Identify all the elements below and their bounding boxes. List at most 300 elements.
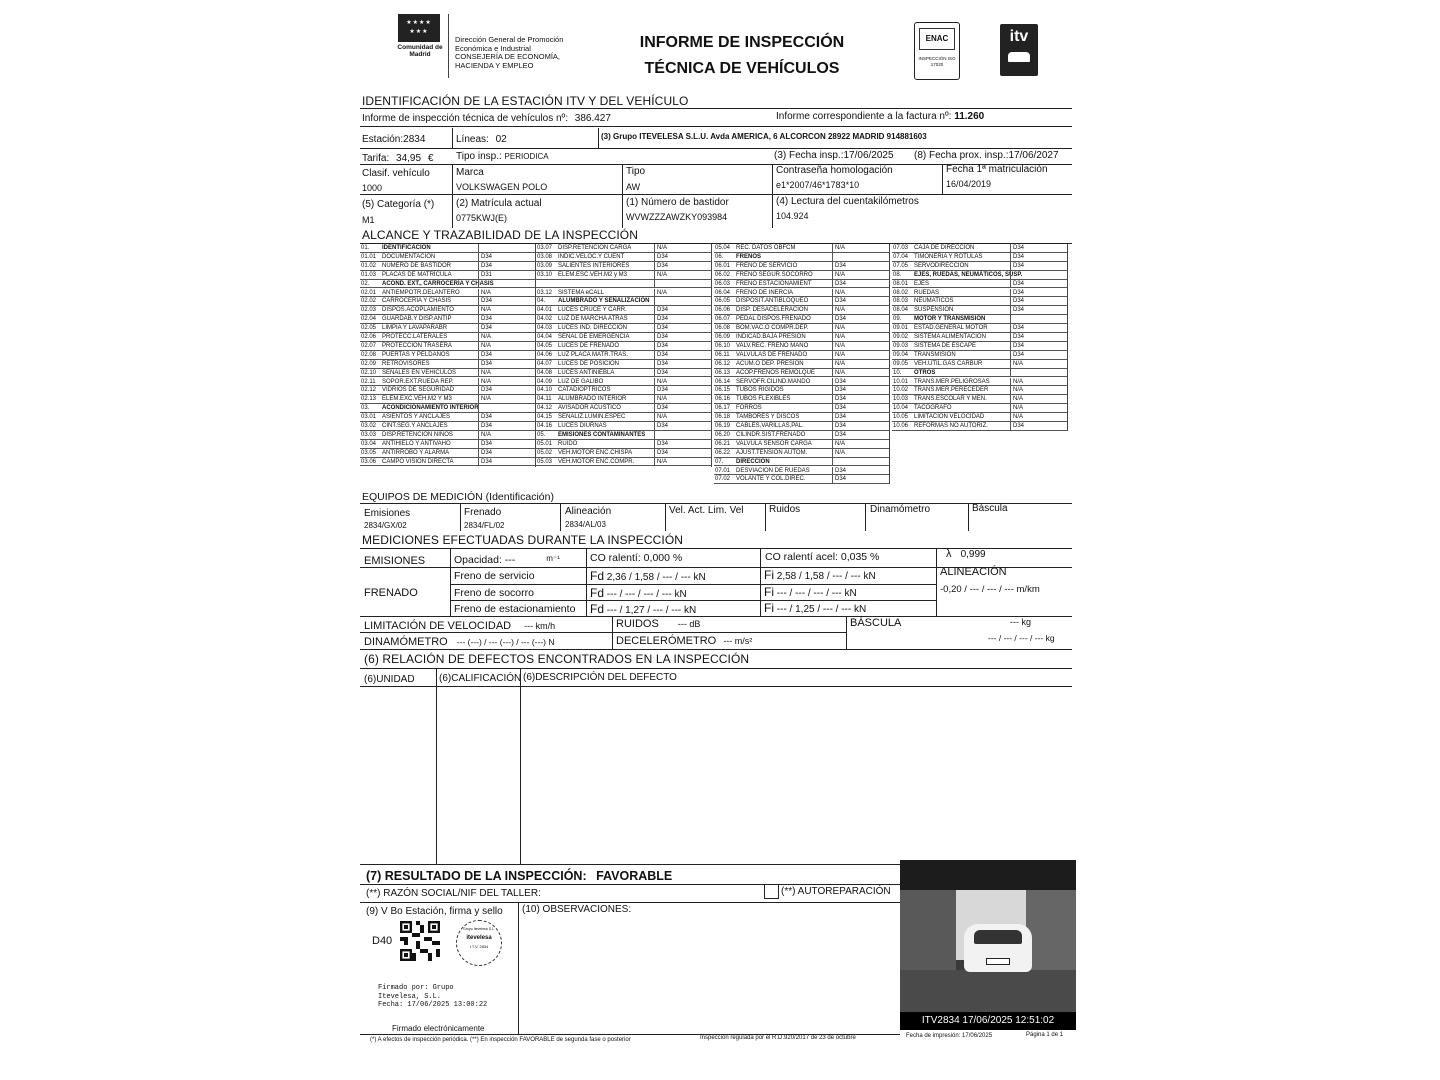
dept-line-4: HACIENDA Y EMPLEO	[455, 60, 534, 70]
scope-row	[360, 351, 536, 360]
scope-row	[536, 306, 712, 315]
scope-item: ACOND. EXT., CARROCERÍA Y CHASIS	[382, 280, 494, 287]
scope-row	[892, 297, 1068, 306]
scope-item: LUCES IND. DIRECCION	[558, 325, 628, 332]
scope-row	[360, 440, 536, 449]
scope-status: D34	[478, 458, 492, 467]
scope-code: 01.	[361, 245, 370, 251]
scope-item: DISPOSIT.ANTIBLOQUEO	[736, 298, 809, 305]
scope-status: D34	[654, 351, 668, 360]
scope-item: LIMPIA Y LAVAPARABR	[382, 325, 448, 332]
scope-code: 10.03	[893, 396, 909, 403]
brand-label: Marca	[456, 167, 484, 178]
scope-code: 01.01	[361, 253, 377, 260]
operator-address: (3) Grupo ITEVELESA S.L.U. Avda AMERICA, 6 ALCORCON 28922 MADRID 914881603	[601, 132, 927, 141]
opacity-unit: m⁻¹	[546, 554, 560, 563]
scope-row	[536, 395, 712, 404]
meas-rule-6	[360, 632, 846, 633]
lambda-symbol: λ	[946, 548, 952, 560]
scope-code: 02.13	[361, 396, 377, 403]
scope-status: N/A	[654, 395, 667, 404]
scope-code: 02.03	[361, 307, 377, 314]
invoice-value: 11.260	[954, 111, 985, 122]
scope-item: ACONDICIONAMIENTO INTERIOR	[382, 405, 479, 412]
scope-code: 06.20	[715, 431, 731, 438]
scope-row	[360, 262, 536, 271]
speed-limit-value: --- km/h	[524, 621, 556, 631]
scope-row	[536, 386, 712, 395]
scope-status: D34	[1010, 324, 1024, 333]
scope-row	[892, 395, 1068, 404]
scope-status: N/A	[654, 271, 667, 280]
scope-row	[714, 404, 890, 413]
digital-signature	[378, 984, 487, 1010]
homologation-value: e1*2007/46*1783*10	[776, 180, 860, 190]
scope-item: VEH.MOTOR ENC.COMPR.	[558, 458, 635, 465]
scope-code: 06.21	[715, 440, 731, 447]
scope-item: VALVULA SENSOR CARGA	[736, 440, 812, 447]
scope-code: 02.08	[361, 351, 377, 358]
scope-code: 07.03	[893, 245, 909, 251]
meas-rule-3	[450, 584, 936, 585]
scope-status: D34	[832, 413, 846, 422]
scope-code: 02.09	[361, 360, 377, 367]
scope-item: RETROVISORES	[382, 360, 430, 367]
region-name: Comunidad de Madrid	[397, 44, 443, 58]
scope-row	[360, 395, 536, 404]
scope-code: 06.05	[715, 298, 731, 305]
scope-item: ELEM.ESC.VEH.M2 y M3	[558, 271, 628, 278]
scope-row	[536, 422, 712, 431]
scope-status	[478, 244, 481, 253]
defects-v2	[520, 669, 521, 865]
scope-item: PROTECC.LATERALES	[382, 334, 448, 340]
scope-item: CAMPO VISION DIRECTA	[382, 458, 454, 465]
scope-status: N/A	[832, 369, 845, 378]
scope-status: D34	[654, 324, 668, 333]
scope-code: 04.09	[537, 378, 553, 385]
meas-v2	[586, 549, 587, 567]
scope-status	[832, 458, 835, 467]
scope-row	[714, 315, 890, 324]
station-label: Estación:	[362, 134, 404, 145]
scope-status: D34	[654, 404, 668, 413]
scope-row	[360, 422, 536, 431]
scope-item: LUCES DE POSICION	[558, 360, 620, 367]
scope-code: 06.16	[715, 396, 731, 403]
scope-row	[892, 315, 1068, 324]
scope-row	[714, 360, 890, 369]
scope-item: DISP.RETENCION NIÑOS	[382, 431, 453, 438]
scope-row	[536, 324, 712, 333]
emergency-brake-label: Freno de socorro	[454, 587, 534, 599]
equipment-speed-label: Vel. Act. Lim. Vel	[669, 505, 744, 516]
alignment-value: -0,20 / --- / --- / --- m/km	[940, 584, 1040, 595]
scope-row	[360, 253, 536, 262]
scope-status: D34	[832, 386, 846, 395]
scope-row	[536, 431, 712, 440]
scope-item: BOM.VAC.O COMPR.DEP.	[736, 325, 809, 332]
footer-print-date: Fecha de impresión: 17/06/2025	[906, 1033, 993, 1039]
tariff-row	[362, 153, 433, 164]
scope-item: DISPOS.ACOPLAMIENTO	[382, 307, 454, 314]
scope-item: SISTEMA DE ESCAPE	[914, 342, 977, 349]
scope-status: N/A	[654, 458, 667, 467]
scope-item: SERVOFR.CILIND.MANDO	[736, 378, 811, 385]
scope-item: SEÑALES EN VEHICULOS	[382, 369, 457, 376]
scope-item: FRENO SEGUR.SOCORRO	[736, 271, 813, 278]
scope-code: 03.03	[361, 431, 377, 438]
photo-car-window	[974, 930, 1022, 944]
emissions-label: EMISIONES	[364, 555, 426, 567]
scope-item: CINT.SEG.Y ANCLAJES	[382, 423, 448, 429]
defects-rule	[360, 668, 1072, 669]
scope-item: LUZ DE GALIBO	[558, 378, 604, 385]
scope-code: 04.16	[537, 423, 553, 429]
scope-code: 06.11	[715, 351, 730, 358]
equipment-alignment-label: Alineación	[565, 506, 612, 517]
scope-item: DISP.RETENCION CARGA	[558, 245, 632, 251]
scope-status	[478, 280, 481, 289]
scope-row	[714, 262, 890, 271]
scope-code: 09.05	[893, 360, 909, 367]
scope-row	[892, 351, 1068, 360]
scope-row	[360, 413, 536, 422]
scope-status: D34	[478, 360, 492, 369]
scope-code: 10.05	[893, 414, 909, 421]
opacity-value: Opacidad: ---	[454, 554, 516, 566]
scope-item: DISP. DESACELERACION	[736, 307, 808, 314]
scope-row	[714, 422, 890, 431]
scope-row	[892, 253, 1068, 262]
invoice-row	[776, 111, 984, 122]
equipment-scale-label: Báscula	[972, 503, 1008, 514]
electronic-signature: Firmado electrónicamente	[392, 1024, 485, 1033]
scope-status	[478, 404, 481, 413]
brand-value: VOLKSWAGEN POLO	[456, 182, 548, 192]
scope-item: TAMBORES Y DISCOS	[736, 414, 800, 421]
defects-v1	[436, 669, 437, 865]
scope-code: 04.	[537, 298, 546, 305]
decel-label: DECELERÓMETRO	[616, 635, 717, 647]
self-repair-checkbox[interactable]	[764, 884, 779, 899]
scope-item: FRENOS	[736, 253, 762, 260]
scope-code: 10.	[893, 369, 902, 376]
scope-row	[360, 306, 536, 315]
fi-symbol-3: Fi	[764, 601, 774, 615]
homologation-label: Contraseña homologación	[776, 165, 893, 176]
photo-caption: ITV2834 17/06/2025 12:51:02	[900, 1012, 1076, 1030]
scope-status: N/A	[1010, 378, 1023, 387]
scope-code: 07.	[715, 458, 724, 465]
scope-item: LUCES DE FRENADO	[558, 342, 620, 349]
lines-row	[456, 134, 507, 145]
scope-code: 06.14	[715, 378, 731, 385]
scope-item: ESTAD.GENERAL MOTOR	[914, 325, 988, 332]
scope-item: NEUMATICOS	[914, 298, 954, 305]
scope-code: 01.03	[361, 271, 377, 278]
scope-code: 05.03	[537, 458, 553, 465]
scope-row	[536, 369, 712, 378]
scope-item: ALUMBRADO INTERIOR	[558, 396, 627, 403]
scope-row	[360, 404, 536, 413]
scope-status: D34	[478, 297, 492, 306]
scope-status: D34	[1010, 297, 1024, 306]
scope-item: LUZ DE MARCHA ATRAS	[558, 316, 628, 323]
scope-row	[892, 422, 1068, 431]
scope-row	[536, 360, 712, 369]
equipment-braking-value: 2834/FL/02	[464, 521, 505, 530]
speed-limit-label: LIMITACIÓN DE VELOCIDAD	[364, 620, 512, 632]
scope-item: CAJA DE DIRECCION	[914, 245, 975, 251]
scope-code: 04.11	[537, 396, 552, 403]
scope-status: D34	[654, 440, 668, 449]
scope-status: N/A	[478, 289, 491, 298]
footer-regulation: Inspección regulada por el R.D.920/2017 de 23 de octubre	[700, 1035, 856, 1041]
enac-logo-text: ENAC	[919, 28, 955, 50]
scope-status: N/A	[478, 306, 491, 315]
scope-code: 04.01	[537, 307, 553, 314]
scope-code: 03.10	[537, 271, 553, 278]
meas-v4	[936, 549, 937, 617]
tariff-unit: €	[427, 153, 434, 164]
scope-row	[892, 306, 1068, 315]
equipment-noise-label: Ruidos	[769, 504, 801, 515]
scope-item: SERVODIRECCION	[914, 262, 969, 269]
scope-code: 07.04	[893, 253, 909, 260]
scope-status: N/A	[1010, 360, 1023, 369]
fi-parking-value: --- / 1,25 / --- / --- kN	[776, 604, 867, 615]
scope-status: N/A	[478, 395, 491, 404]
result-label: (7) RESULTADO DE LA INSPECCIÓN:	[366, 869, 587, 883]
station-code: D40	[372, 935, 393, 947]
scope-code: 03.02	[361, 423, 377, 429]
scope-item: VOLANTE Y COL.DIREC.	[736, 476, 806, 483]
next-inspection-row	[914, 150, 1059, 161]
scope-row	[892, 262, 1068, 271]
scope-status: D34	[654, 333, 668, 342]
scope-code: 07.05	[893, 262, 909, 269]
scope-code: 03.12	[537, 289, 553, 296]
fd-service-value: 2,36 / 1,58 / --- / --- kN	[606, 572, 706, 583]
scope-row	[536, 289, 712, 298]
class-label: Clasif. vehículo	[362, 168, 430, 179]
scope-code: 05.01	[537, 440, 553, 447]
scope-row	[714, 244, 890, 253]
scope-status: D34	[654, 422, 668, 431]
scope-item: IDENTIFICACIÓN	[382, 245, 431, 251]
scope-item: LUCES CRUCE Y CARR.	[558, 307, 627, 314]
vg-v1	[452, 164, 453, 228]
inspection-date-value: 17/06/2025	[843, 150, 894, 161]
scope-status	[1010, 315, 1013, 324]
scope-status: D34	[654, 253, 668, 262]
fi-emergency-value: --- / --- / --- / --- kN	[776, 588, 857, 599]
scope-row	[892, 324, 1068, 333]
inspection-report-page	[360, 0, 1078, 1080]
scope-item: EJES, RUEDAS, NEUMÁTICOS, SUSP.	[914, 271, 1023, 278]
scope-item: TRANS.MER.PERECEDER	[914, 387, 989, 394]
scope-status: D34	[832, 422, 846, 431]
dyno-value: --- (---) / --- (---) / --- (---) N	[456, 637, 555, 647]
scope-code: 06.17	[715, 405, 731, 412]
scope-status: D34	[1010, 342, 1024, 351]
scope-status	[1010, 271, 1013, 280]
madrid-flag-logo: ★★★★ ★★★	[398, 14, 440, 42]
scope-code: 01.02	[361, 262, 377, 269]
type-label: Tipo	[626, 166, 646, 177]
scope-code: 02.06	[361, 334, 377, 340]
inspection-date-label: (3) Fecha insp.:	[774, 150, 844, 161]
report-number-value: 386.427	[574, 113, 611, 124]
scope-item: CILINDR.SIST.FRENADO	[736, 431, 806, 438]
type-value: AW	[626, 182, 641, 192]
scope-item: TRANSMISION	[914, 351, 956, 358]
odometer-value: 104.924	[776, 211, 809, 221]
scope-row	[360, 386, 536, 395]
scope-row	[360, 271, 536, 280]
scope-title: ALCANCE Y TRAZABILIDAD DE LA INSPECCIÓN	[362, 228, 638, 242]
scope-row	[536, 253, 712, 262]
scope-code: 06.04	[715, 289, 731, 296]
scope-row	[360, 244, 536, 253]
insp-type-label: Tipo insp.:	[456, 151, 502, 162]
seal-mid: itevelesa	[466, 935, 492, 941]
car-icon	[1008, 52, 1030, 62]
equipment-alignment-value: 2834/AL/03	[565, 520, 606, 529]
lines-label: Líneas:	[456, 134, 489, 145]
scope-item: AJUST.TENSION AUTOM.	[736, 449, 808, 456]
station-row	[362, 134, 425, 145]
scope-item: PUERTAS Y PELDAÑOS	[382, 351, 450, 358]
scope-code: 06.19	[715, 423, 731, 429]
scope-item: REC. DATOS OBFCM	[736, 245, 796, 251]
scope-row	[892, 342, 1068, 351]
eq-v5	[865, 503, 866, 531]
scope-status: D34	[478, 422, 492, 431]
measurements-title: MEDICIONES EFECTUADAS DURANTE LA INSPECCIÓN	[362, 533, 684, 547]
scope-row	[892, 378, 1068, 387]
fi-symbol-2: Fi	[764, 585, 774, 599]
equipment-emissions-label: Emisiones	[364, 508, 411, 519]
scope-status: D34	[1010, 280, 1024, 289]
scope-code: 02.02	[361, 298, 377, 305]
station-seal	[456, 920, 502, 966]
scope-col-divider	[889, 244, 890, 484]
eq-v1	[460, 503, 461, 531]
scope-code: 04.06	[537, 351, 553, 358]
scope-status: D34	[654, 386, 668, 395]
report-number-row	[362, 113, 611, 124]
scope-row	[714, 342, 890, 351]
scope-item: ALUMBRADO Y SEÑALIZACIÓN	[558, 298, 650, 305]
dept-line-3: CONSEJERÍA DE ECONOMÍA,	[455, 52, 561, 61]
scope-code: 06.01	[715, 262, 731, 269]
photo-car	[964, 924, 1032, 972]
scope-status: D34	[478, 449, 492, 458]
meas-v3	[760, 549, 761, 617]
scope-row	[892, 333, 1068, 342]
scope-status: D34	[1010, 262, 1024, 271]
report-number-label: Informe de inspección técnica de vehículos nº:	[362, 113, 568, 124]
lambda-value: 0,999	[960, 549, 986, 560]
result-v1	[518, 902, 519, 1034]
scope-row	[360, 431, 536, 440]
scope-item: OTROS	[914, 369, 936, 376]
scope-row	[892, 289, 1068, 298]
seal-top: Grupo Itevelesa S.L.	[463, 927, 495, 931]
fi-symbol-1: Fi	[764, 568, 774, 582]
scope-status: N/A	[832, 271, 845, 280]
scope-row	[892, 360, 1068, 369]
co-idle-value: CO ralentí: 0,000 %	[590, 552, 683, 564]
inspection-date-row	[774, 150, 894, 161]
scope-status: D34	[478, 413, 492, 422]
id-top-rule	[360, 108, 1072, 109]
scope-row	[360, 297, 536, 306]
scope-code: 06.22	[715, 449, 731, 456]
insp-type-row	[456, 151, 549, 162]
scope-status: N/A	[654, 378, 667, 387]
fd-symbol-1: Fd	[590, 569, 605, 583]
scope-item: MOTOR Y TRANSMISIÓN	[914, 316, 986, 323]
scope-item: ACOP.FRENOS REMOLQUE	[736, 369, 815, 376]
scope-status: D34	[478, 351, 492, 360]
fd-symbol-2: Fd	[590, 586, 605, 600]
scope-status: D34	[832, 475, 846, 484]
seal-bottom: I.T.V. 2834	[469, 944, 489, 949]
scope-row	[892, 271, 1068, 280]
scope-row	[714, 395, 890, 404]
scope-status: N/A	[832, 324, 845, 333]
scope-code: 05.02	[537, 449, 553, 456]
scope-status: D34	[654, 315, 668, 324]
result-rule-2	[360, 884, 900, 885]
fi-emergency-row	[764, 585, 857, 599]
scope-item: GUARDAB.Y DISP.ANTIP	[382, 316, 452, 323]
scope-item: REFORMAS NO AUTORIZ.	[914, 423, 988, 429]
scope-row	[360, 315, 536, 324]
scope-code: 04.03	[537, 325, 553, 332]
scope-item: CATADIOPTRICOS	[558, 387, 611, 394]
scope-row	[360, 324, 536, 333]
scope-item: DOCUMENTACIÓN	[382, 253, 436, 260]
equipment-title: EQUIPOS DE MEDICIÓN (Identificación)	[362, 491, 554, 503]
scope-code: 09.01	[893, 325, 909, 332]
scope-status: D34	[654, 360, 668, 369]
scope-code: 04.04	[537, 334, 553, 340]
scope-item: EJES	[914, 280, 930, 287]
category-label: (5) Categoría (*)	[362, 199, 435, 210]
scope-row	[892, 386, 1068, 395]
fd-symbol-3: Fd	[590, 602, 605, 616]
meas-rule-4	[450, 600, 936, 601]
footer-note: (*) A efectos de inspección periódica. (**) En inspección FAVORABLE de segunda fase o posterior	[370, 1037, 631, 1043]
scope-row	[360, 369, 536, 378]
scope-code: 06.	[715, 253, 724, 260]
scope-item: LUCES ANTINIEBLA	[558, 369, 615, 376]
speed-limit-row	[364, 620, 555, 632]
meas-v1	[450, 549, 451, 617]
scope-status: D34	[832, 378, 846, 387]
itv-logo-text: itv	[1009, 28, 1029, 45]
scope-item: TACOGRAFO	[914, 405, 952, 412]
next-inspection-label: (8) Fecha prox. insp.:	[914, 150, 1009, 161]
scope-item: LIMITACION VELOCIDAD	[914, 414, 985, 421]
scope-status: N/A	[832, 360, 845, 369]
defects-col-desc: (6)DESCRIPCIÓN DEL DEFECTO	[523, 672, 677, 683]
scope-row	[536, 440, 712, 449]
